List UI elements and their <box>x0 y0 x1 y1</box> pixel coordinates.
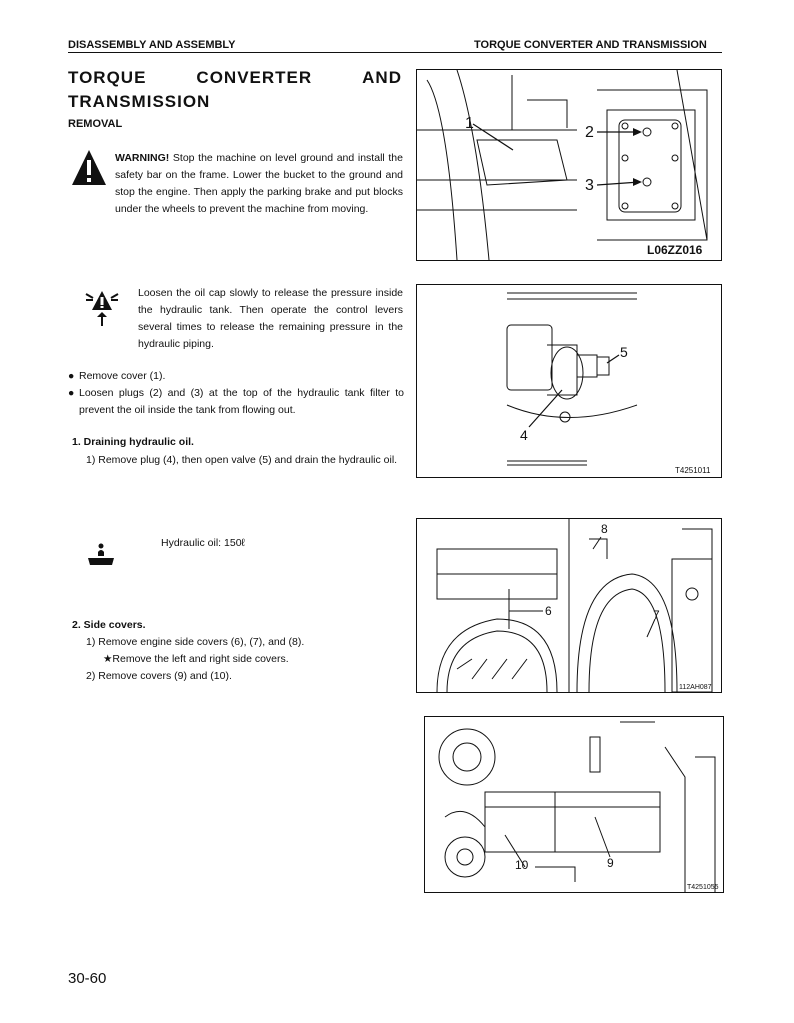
oil-capacity: Hydraulic oil: 150ℓ <box>161 537 245 549</box>
fig2-callout-4: 4 <box>520 427 528 443</box>
section2-heading: 2. Side covers. <box>72 619 146 631</box>
section2-note: ★Remove the left and right side covers. <box>103 653 289 665</box>
fig4-callout-9: 9 <box>607 856 614 870</box>
fig1-code: L06ZZ016 <box>647 243 703 257</box>
list-item: ● Loosen plugs (2) and (3) at the top of the hydraulic tank filter to prevent the oil inside the tank from flowing out. <box>68 387 404 416</box>
section1-step1: 1) Remove plug (4), then open valve (5) and drain the hydraulic oil. <box>86 454 398 466</box>
fig1-callout-1: 1 <box>465 115 474 132</box>
section2-step2: 2) Remove covers (9) and (10). <box>86 670 232 682</box>
caution-spray-icon <box>84 288 120 328</box>
list-item: ● Remove cover (1). <box>68 370 166 382</box>
title-word-2: CONVERTER <box>196 68 313 87</box>
warning-body: Stop the machine on level ground and install the safety bar on the frame. Lower the bucket to the ground and stop the engine. Then apply the parking brake and put blocks under the wheels to prevent the machine from moving. <box>115 152 403 215</box>
title-word-3: AND <box>362 68 402 87</box>
fig4-code: T4251055 <box>687 884 719 891</box>
fig1-callout-2: 2 <box>585 124 594 141</box>
fig3-callout-6: 6 <box>545 604 552 618</box>
warning-icon <box>70 148 108 188</box>
header-left: DISASSEMBLY AND ASSEMBLY <box>68 39 236 51</box>
figure-2-drawing <box>417 285 721 477</box>
figure-4 <box>424 716 724 893</box>
oil-can-icon <box>86 542 116 568</box>
caution-text: Loosen the oil cap slowly to release the pressure inside the hydraulic tank. Then operate the control levers several times to release the remaining pressure in the hydraulic piping. <box>138 287 403 350</box>
page-number: 30-60 <box>68 970 107 987</box>
bullet-list <box>68 368 404 419</box>
figure-3-drawing <box>417 519 721 692</box>
fig3-callout-8: 8 <box>601 522 608 536</box>
title-word-1: TORQUE <box>68 68 147 87</box>
fig3-callout-7: 7 <box>653 608 660 622</box>
page-title-line2: TRANSMISSION <box>68 92 211 111</box>
figure-2 <box>416 284 722 478</box>
section1-heading: 1. Draining hydraulic oil. <box>72 436 194 448</box>
warning-label: WARNING! <box>115 152 170 164</box>
fig3-code: 112AH087 <box>679 684 712 691</box>
warning-text <box>115 150 403 218</box>
header-rule <box>68 52 722 53</box>
figure-4-drawing <box>425 717 723 892</box>
figure-3 <box>416 518 722 693</box>
section-subtitle: REMOVAL <box>68 118 123 130</box>
page-title <box>68 68 402 88</box>
fig2-code: T4251011 <box>675 466 711 475</box>
fig2-callout-5: 5 <box>620 344 628 360</box>
section2-step1: 1) Remove engine side covers (6), (7), and (8). <box>86 636 305 648</box>
figure-1 <box>416 69 722 261</box>
fig4-callout-10: 10 <box>515 858 529 872</box>
header-right: TORQUE CONVERTER AND TRANSMISSION <box>474 39 707 51</box>
fig1-callout-3: 3 <box>585 177 594 194</box>
figure-1-drawing <box>417 70 721 260</box>
